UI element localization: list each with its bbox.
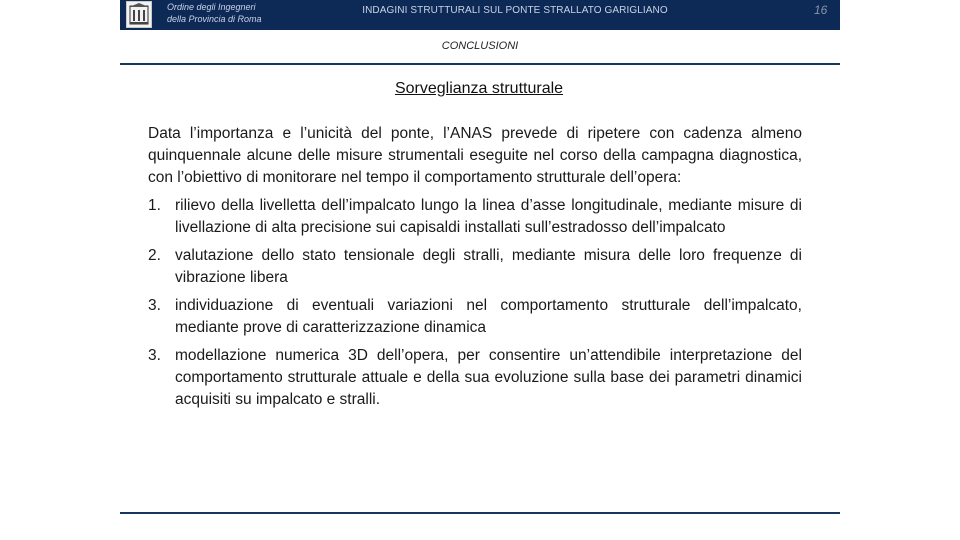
list-item-number: 3. (148, 297, 161, 314)
page-number: 16 (814, 3, 828, 17)
bottom-divider (120, 512, 840, 514)
intro-paragraph: Data l’importanza e l’unicità del ponte, l’ANAS prevede di ripetere con cadenza almeno quinquennale alcune delle misure strumentali eseguite nel corso della campagna diagnostica, con l’obiettivo di monitorare nel tempo il comportamento strutturale dell’opera: (148, 125, 802, 186)
list-item (148, 295, 802, 339)
top-divider (120, 63, 840, 65)
slide-heading: Sorveglianza strutturale (394, 80, 564, 97)
monitoring-list (148, 195, 802, 411)
list-item-text: modellazione numerica 3D dell’opera, per consentire un’attendibile interpretazione del comportamento strutturale attuale e della sua evoluzione sulla base dei parametri dinamici acquisiti su impalcato e stralli. (175, 347, 802, 408)
organization-name (167, 1, 262, 25)
list-item-number: 2. (148, 247, 161, 264)
org-line-2: della Provincia di Roma (167, 14, 262, 24)
list-item-number: 1. (148, 197, 161, 214)
org-line-1: Ordine degli Ingegneri (167, 2, 256, 12)
list-item-text: rilievo della livelletta dell’impalcato lungo la linea d’asse longitudinale, mediante misure di livellazione di alta precisione sui capisaldi installati sull’estradosso dell’impalcato (175, 197, 802, 236)
document-title: INDAGINI STRUTTURALI SUL PONTE STRALLATO GARIGLIANO (362, 5, 668, 16)
building-emblem-icon (126, 1, 152, 28)
list-item-text: individuazione di eventuali variazioni nel comportamento strutturale dell’impalcato, mediante prove di caratterizzazione dinamica (175, 297, 802, 336)
list-item (148, 345, 802, 411)
list-item-text: valutazione dello stato tensionale degli stralli, mediante misura delle loro frequenze di vibrazione libera (175, 247, 802, 286)
list-item (148, 195, 802, 239)
section-title: CONCLUSIONI (441, 40, 519, 52)
list-item-number: 3. (148, 347, 161, 364)
slide-content (148, 123, 802, 417)
list-item (148, 245, 802, 289)
